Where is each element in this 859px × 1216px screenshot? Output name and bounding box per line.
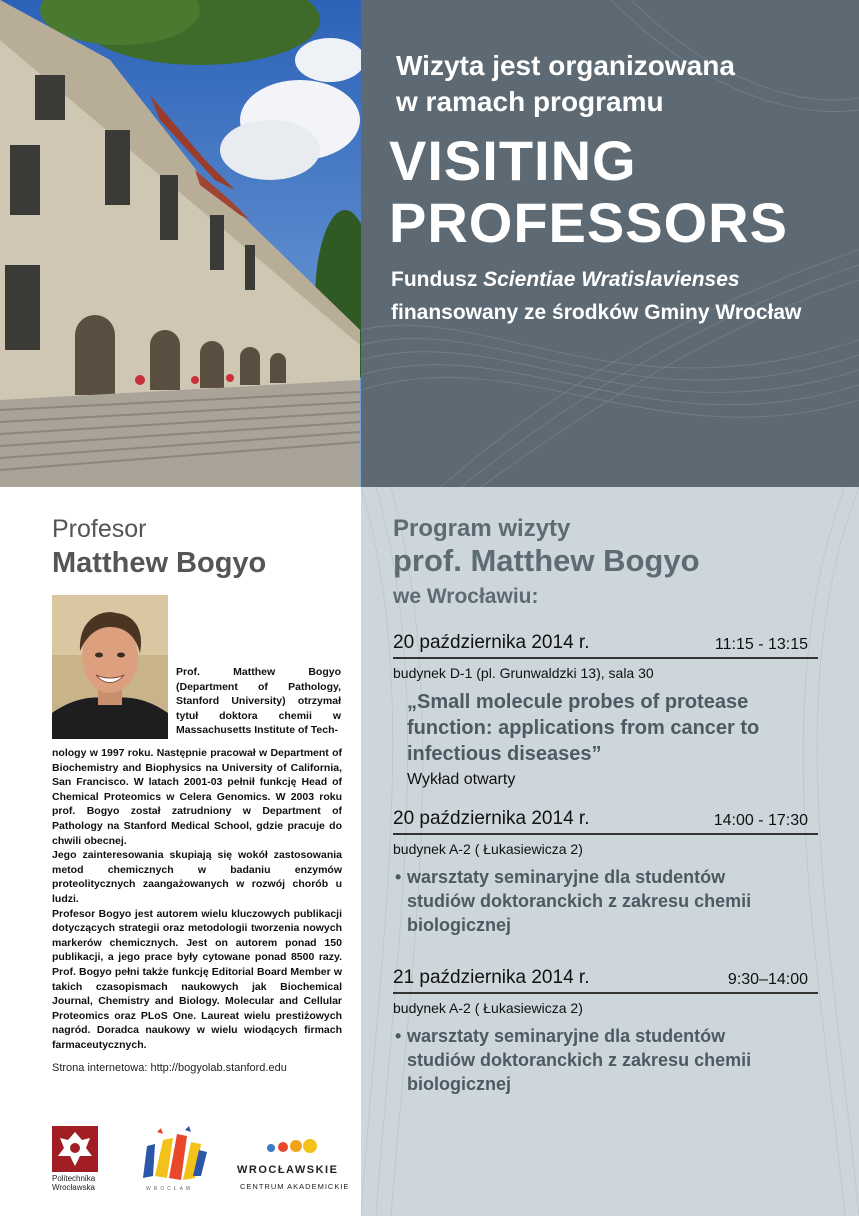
politechnika-name-line: Wrocławska bbox=[52, 1183, 95, 1192]
event-description: warsztaty seminaryjne dla studentów studiów doktoranckich z zakresu chemii biologicznej bbox=[407, 867, 752, 935]
building-photo bbox=[0, 0, 361, 487]
event-item bbox=[393, 964, 818, 1096]
program-heading: Program wizyty bbox=[393, 515, 571, 542]
politechnika-name-line: Politechnika bbox=[52, 1174, 96, 1183]
event-time: 11:15 - 13:15 bbox=[714, 636, 808, 653]
event-header bbox=[393, 964, 818, 994]
program-title-line-2: PROFESSORS bbox=[389, 191, 788, 254]
bio-paragraph: Jego zainteresowania skupiają się wokół zastosowania metod chemicznych w badaniu enzymów proteolitycznych zaangażowanych w rozwój chorób u ludzi. bbox=[52, 849, 342, 905]
fund-line-1 bbox=[391, 268, 740, 292]
program-location: we Wrocławiu: bbox=[393, 585, 539, 608]
bio-intro: Prof. Matthew Bogyo (Department of Pathology, Stanford University) otrzymał tytuł doktora chemii w Massachusetts Institute of Tech- bbox=[176, 666, 341, 737]
politechnika-name bbox=[52, 1174, 95, 1192]
event-location: budynek A-2 ( Łukasiewicza 2) bbox=[393, 841, 583, 857]
event-date: 20 października 2014 r. bbox=[393, 632, 590, 653]
event-date: 20 października 2014 r. bbox=[393, 808, 590, 829]
wca-name: WROCŁAWSKIE bbox=[237, 1164, 339, 1176]
event-time: 9:30–14:00 bbox=[727, 971, 808, 988]
event-bullet bbox=[395, 865, 818, 937]
bio-paragraph: Profesor Bogyo jest autorem wielu kluczowych publikacji dotyczących strategii oraz metodologii tworzenia nowych markerów chemicznych. Jest on autorem ponad 150 publikacji, a jego prace były cytowane ponad 8500 razy. Prof. Bogyo pełni także funkcję Editorial Board Member w takich czasopismach naukowych jak Biochemical Journal, Chemistry and Biology. Molecular and Cellular Proteomics oraz PLoS One. Laureat wielu prestiżowych nagród. Doradca naukowy w wielu wiodących firmach farmaceutycznych. bbox=[52, 907, 342, 1051]
event-description: warsztaty seminaryjne dla studentów studiów doktoranckich z zakresu chemii biologicznej bbox=[407, 1026, 752, 1094]
program-banner bbox=[361, 0, 859, 487]
bullet-icon: • bbox=[395, 1026, 402, 1046]
professor-label: Profesor bbox=[52, 515, 147, 543]
wroclaw-city-logo bbox=[137, 1126, 209, 1184]
bio-text bbox=[52, 746, 342, 1052]
program-title-line-1: VISITING bbox=[389, 129, 637, 192]
event-bullet bbox=[395, 1024, 818, 1096]
intro-line-1: Wizyta jest organizowana bbox=[396, 50, 735, 81]
event-date: 21 października 2014 r. bbox=[393, 967, 590, 988]
program-professor-name: prof. Matthew Bogyo bbox=[393, 543, 700, 578]
politechnika-logo bbox=[52, 1126, 98, 1172]
wca-subtitle: CENTRUM AKADEMICKIE bbox=[240, 1182, 350, 1191]
lecture-note: Wykład otwarty bbox=[407, 771, 516, 788]
event-item bbox=[393, 629, 818, 789]
event-location: budynek D-1 (pl. Grunwaldzki 13), sala 30 bbox=[393, 665, 654, 681]
fund-line-2: finansowany ze środków Gminy Wrocław bbox=[391, 301, 802, 324]
event-item bbox=[393, 805, 818, 937]
bio-paragraph: nology w 1997 roku. Następnie pracował w Department of Biochemistry and Biophysics na University of California, San Francisco. W latach 2001-03 pełnił funkcję Head of Chemical Proteomics w Celera Genomics. W 2003 roku prof. Bogyo został zatrudniony w Department of Pathology na Stanford Medical School, gdzie pracuje do chwili obecnej. bbox=[52, 747, 342, 847]
lecture-title: „Small molecule probes of protease function: applications from cancer to infectious diseases” bbox=[407, 691, 760, 765]
event-location: budynek A-2 ( Łukasiewicza 2) bbox=[393, 1000, 583, 1016]
website-line: Strona internetowa: http://bogyolab.stanford.edu bbox=[52, 1062, 287, 1074]
program-panel bbox=[361, 487, 859, 1216]
fund-name: Scientiae Wratislavienses bbox=[483, 268, 740, 291]
bullet-icon: • bbox=[395, 867, 402, 887]
wca-logo-dots bbox=[263, 1138, 319, 1156]
event-header bbox=[393, 629, 818, 659]
wroclaw-caption: WROCŁAW bbox=[146, 1186, 194, 1192]
fund-prefix: Fundusz bbox=[391, 268, 484, 291]
professor-portrait bbox=[52, 595, 168, 739]
event-time: 14:00 - 17:30 bbox=[713, 812, 808, 829]
event-header bbox=[393, 805, 818, 835]
professor-name: Matthew Bogyo bbox=[52, 547, 267, 579]
intro-line-2: w ramach programu bbox=[396, 86, 664, 117]
